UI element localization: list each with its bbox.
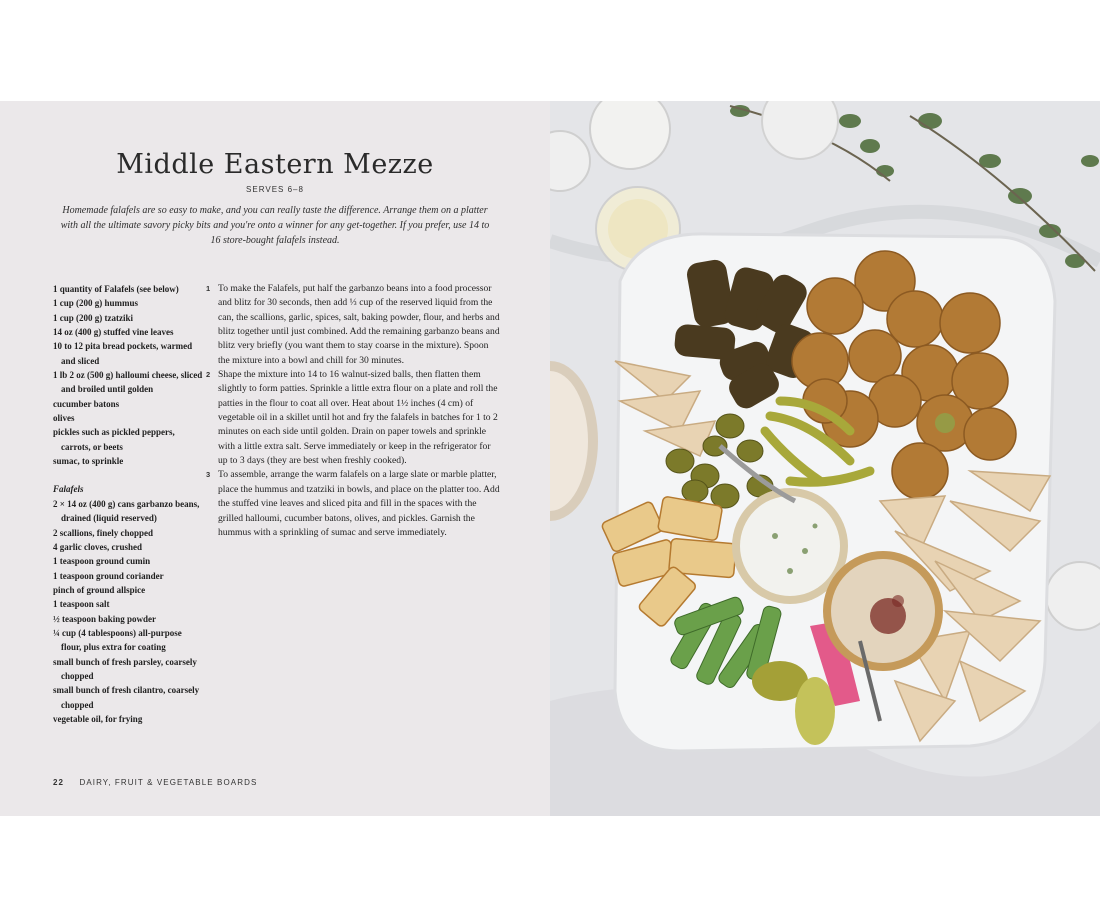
ingredient-item: olives [53,413,75,424]
page-number: 22 [53,778,65,787]
falafel-ingredient-item: ¼ cup (4 tablespoons) all-purpose flour, plus extra for coating [53,627,182,653]
falafel-ingredient-item: 4 garlic cloves, crushed [53,541,142,552]
falafel-ingredient-item: 2 × 14 oz (400 g) cans garbanzo beans, drained (liquid reserved) [53,498,200,524]
ingredient-item: 1 cup (200 g) tzatziki [53,312,133,323]
falafel-ingredient-item: 1 teaspoon ground coriander [53,570,164,581]
falafel-ingredient-item: 1 teaspoon salt [53,599,110,610]
falafel-ingredient-item: 1 teaspoon ground cumin [53,556,151,567]
section-title: DAIRY, FRUIT & VEGETABLE BOARDS [79,778,258,787]
falafel-ingredient-item: small bunch of fresh cilantro, coarsely chopped [53,685,200,710]
ingredient-item: 1 quantity of Falafels (see below) [53,284,179,294]
method-steps [206,282,501,540]
ingredient-item: 1 cup (200 g) hummus [53,298,139,309]
ingredient-item: cucumber batons [53,398,120,409]
ingredient-item: pickles such as pickled peppers, carrots, or beets [53,427,175,452]
book-spread [0,101,1100,816]
falafel-ingredient-item: pinch of ground allspice [53,584,146,595]
method-step [206,368,501,468]
recipe-page [0,101,550,816]
ingredient-item: 10 to 12 pita bread pockets, warmed and sliced [53,341,193,366]
ingredient-item: 1 lb 2 oz (500 g) halloumi cheese, sliced and broiled until golden [53,370,203,395]
falafel-ingredient-item: 2 scallions, finely chopped [53,527,154,538]
ingredients-list [53,282,203,726]
recipe-title: Middle Eastern Mezze [116,149,434,180]
step-text: To make the Falafels, put half the garbanzo beans into a food processor and blitz for 30 seconds, then add ⅓ cup of the reserved liquid from the can, the scallions, garlic, spices, salt, baking powder, flour, and herbs and blitz together until just combined. Add the remaining garbanzo beans and blitz very briefly (you want them to stay coarse in the mixture). Spoon the mixture into a bowl and chill for 30 minutes. [218,283,500,366]
serves-label: SERVES 6–8 [246,185,304,194]
method-step [206,282,501,368]
step-text: To assemble, arrange the warm falafels on a large slate or marble platter, place the hummus and tzatziki in bowls, and place on the platter too. Add the stuffed vine leaves and sliced pita and fill in the spaces with the grilled halloumi, cucumber batons, olives, and pickles. Garnish the hummus with a sprinkling of sumac and serve immediately. [218,469,500,538]
recipe-intro: Homemade falafels are so easy to make, and you can really taste the difference. Arrange them on a platter with all the ultimate savory picky bits and you're onto a winner for any get-together. If you prefer, use 14 to 16 store-bought falafels instead. [60,205,490,246]
falafel-cross-section [935,413,955,433]
falafel-ingredient-item: ½ teaspoon baking powder [53,613,157,624]
ingredient-item: sumac, to sprinkle [53,456,124,467]
step-number: 3 [206,470,211,480]
falafel-ingredient-item: vegetable oil, for frying [53,713,143,724]
step-text: Shape the mixture into 14 to 16 walnut-sized balls, then flatten them slightly to form patties. Sprinkle a little extra flour on a plate and roll the patties in the flour to coat all over. Heat about 1½ inches (4 cm) of vegetable oil in a skillet until hot and fry the falafels in batches for 1 to 2 minutes on each side until golden. Drain on paper towels and sprinkle with a little extra salt. Serve immediately or keep in the refrigerator for up to 3 days (they are best when freshly cooked). [218,369,498,467]
ingredient-item: 14 oz (400 g) stuffed vine leaves [53,327,174,338]
falafel-ingredient-item: small bunch of fresh parsley, coarsely chopped [53,656,197,681]
step-number: 1 [206,284,211,293]
mezze-platter-photo [550,101,1100,816]
page-footer [53,778,257,787]
falafels-heading: Falafels [53,484,84,495]
photo-page [550,101,1100,816]
step-number: 2 [206,370,211,380]
method-step [206,468,501,540]
